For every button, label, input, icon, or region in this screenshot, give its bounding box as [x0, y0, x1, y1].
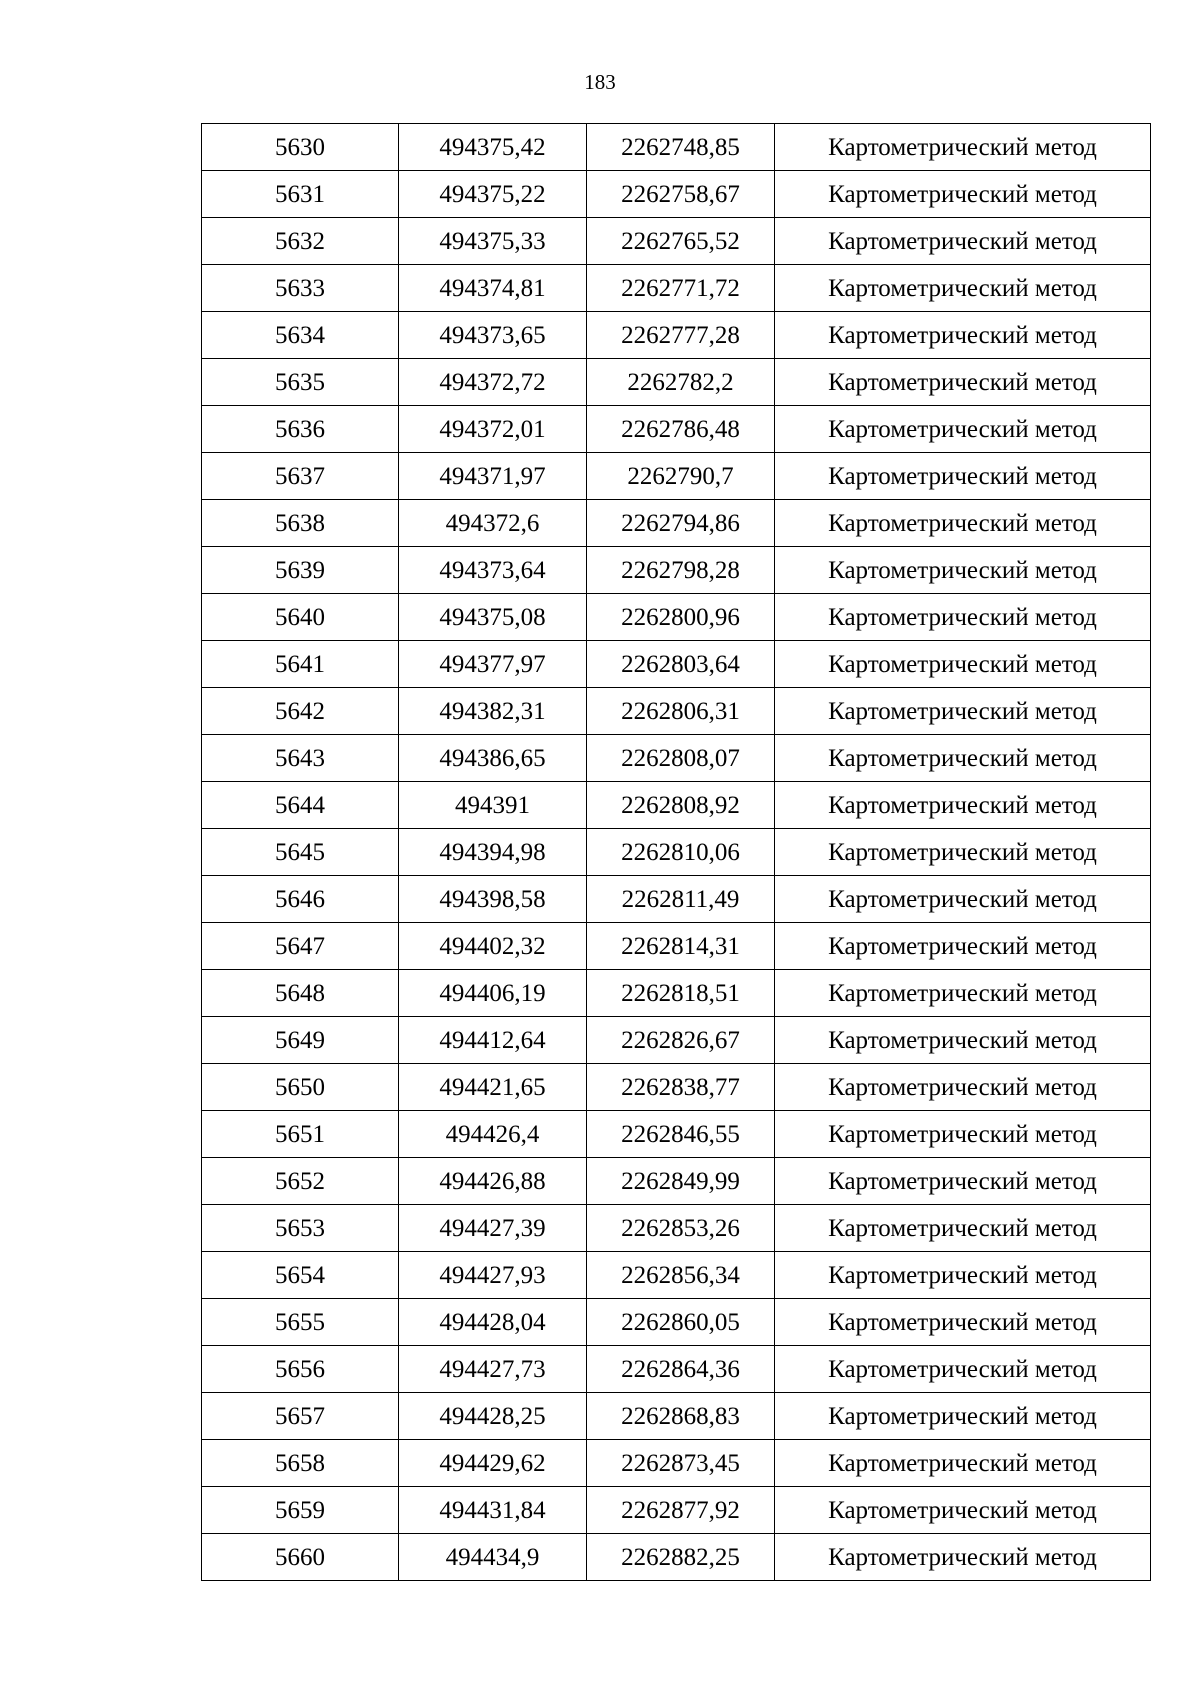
x-coordinate-cell: 494371,97: [399, 453, 587, 500]
x-coordinate-cell: 494426,4: [399, 1111, 587, 1158]
point-number-cell: 5649: [202, 1017, 399, 1064]
x-coordinate-cell: 494402,32: [399, 923, 587, 970]
table-row: [202, 1487, 1151, 1534]
point-number-cell: 5645: [202, 829, 399, 876]
y-coordinate-cell: 2262794,86: [587, 500, 775, 547]
y-coordinate-cell: 2262860,05: [587, 1299, 775, 1346]
method-cell: Картометрический метод: [775, 1299, 1151, 1346]
x-coordinate-cell: 494373,64: [399, 547, 587, 594]
x-coordinate-cell: 494391: [399, 782, 587, 829]
x-coordinate-cell: 494375,33: [399, 218, 587, 265]
table-row: [202, 970, 1151, 1017]
method-cell: Картометрический метод: [775, 1393, 1151, 1440]
table-row: [202, 735, 1151, 782]
method-cell: Картометрический метод: [775, 923, 1151, 970]
x-coordinate-cell: 494427,39: [399, 1205, 587, 1252]
point-number-cell: 5640: [202, 594, 399, 641]
point-number-cell: 5650: [202, 1064, 399, 1111]
table-row: [202, 500, 1151, 547]
table-row: [202, 1158, 1151, 1205]
point-number-cell: 5643: [202, 735, 399, 782]
method-cell: Картометрический метод: [775, 688, 1151, 735]
y-coordinate-cell: 2262811,49: [587, 876, 775, 923]
x-coordinate-cell: 494374,81: [399, 265, 587, 312]
method-cell: Картометрический метод: [775, 265, 1151, 312]
method-cell: Картометрический метод: [775, 1252, 1151, 1299]
y-coordinate-cell: 2262810,06: [587, 829, 775, 876]
point-number-cell: 5648: [202, 970, 399, 1017]
x-coordinate-cell: 494375,08: [399, 594, 587, 641]
y-coordinate-cell: 2262853,26: [587, 1205, 775, 1252]
x-coordinate-cell: 494398,58: [399, 876, 587, 923]
x-coordinate-cell: 494372,01: [399, 406, 587, 453]
y-coordinate-cell: 2262873,45: [587, 1440, 775, 1487]
page-number: 183: [584, 70, 616, 94]
table-row: [202, 1111, 1151, 1158]
y-coordinate-cell: 2262758,67: [587, 171, 775, 218]
method-cell: Картометрический метод: [775, 500, 1151, 547]
point-number-cell: 5647: [202, 923, 399, 970]
y-coordinate-cell: 2262782,2: [587, 359, 775, 406]
table-body: [202, 124, 1151, 1581]
y-coordinate-cell: 2262877,92: [587, 1487, 775, 1534]
method-cell: Картометрический метод: [775, 124, 1151, 171]
y-coordinate-cell: 2262808,07: [587, 735, 775, 782]
y-coordinate-cell: 2262856,34: [587, 1252, 775, 1299]
method-cell: Картометрический метод: [775, 1487, 1151, 1534]
point-number-cell: 5637: [202, 453, 399, 500]
point-number-cell: 5639: [202, 547, 399, 594]
x-coordinate-cell: 494428,04: [399, 1299, 587, 1346]
x-coordinate-cell: 494372,6: [399, 500, 587, 547]
x-coordinate-cell: 494372,72: [399, 359, 587, 406]
x-coordinate-cell: 494375,22: [399, 171, 587, 218]
table-row: [202, 406, 1151, 453]
method-cell: Картометрический метод: [775, 594, 1151, 641]
y-coordinate-cell: 2262771,72: [587, 265, 775, 312]
method-cell: Картометрический метод: [775, 1111, 1151, 1158]
point-number-cell: 5659: [202, 1487, 399, 1534]
table-row: [202, 1064, 1151, 1111]
coordinates-table: [201, 123, 1151, 1581]
point-number-cell: 5641: [202, 641, 399, 688]
point-number-cell: 5642: [202, 688, 399, 735]
y-coordinate-cell: 2262882,25: [587, 1534, 775, 1581]
table-row: [202, 265, 1151, 312]
y-coordinate-cell: 2262777,28: [587, 312, 775, 359]
method-cell: Картометрический метод: [775, 1205, 1151, 1252]
table-row: [202, 1346, 1151, 1393]
y-coordinate-cell: 2262826,67: [587, 1017, 775, 1064]
method-cell: Картометрический метод: [775, 218, 1151, 265]
point-number-cell: 5638: [202, 500, 399, 547]
method-cell: Картометрический метод: [775, 782, 1151, 829]
x-coordinate-cell: 494427,73: [399, 1346, 587, 1393]
method-cell: Картометрический метод: [775, 453, 1151, 500]
point-number-cell: 5651: [202, 1111, 399, 1158]
table-row: [202, 1299, 1151, 1346]
method-cell: Картометрический метод: [775, 641, 1151, 688]
point-number-cell: 5655: [202, 1299, 399, 1346]
point-number-cell: 5646: [202, 876, 399, 923]
point-number-cell: 5632: [202, 218, 399, 265]
y-coordinate-cell: 2262748,85: [587, 124, 775, 171]
x-coordinate-cell: 494382,31: [399, 688, 587, 735]
point-number-cell: 5658: [202, 1440, 399, 1487]
method-cell: Картометрический метод: [775, 312, 1151, 359]
table-row: [202, 923, 1151, 970]
table-row: [202, 594, 1151, 641]
table-row: [202, 782, 1151, 829]
method-cell: Картометрический метод: [775, 171, 1151, 218]
method-cell: Картометрический метод: [775, 970, 1151, 1017]
method-cell: Картометрический метод: [775, 1158, 1151, 1205]
table-row: [202, 312, 1151, 359]
table-row: [202, 359, 1151, 406]
x-coordinate-cell: 494386,65: [399, 735, 587, 782]
y-coordinate-cell: 2262868,83: [587, 1393, 775, 1440]
table-row: [202, 1017, 1151, 1064]
point-number-cell: 5635: [202, 359, 399, 406]
method-cell: Картометрический метод: [775, 359, 1151, 406]
x-coordinate-cell: 494427,93: [399, 1252, 587, 1299]
point-number-cell: 5631: [202, 171, 399, 218]
point-number-cell: 5656: [202, 1346, 399, 1393]
method-cell: Картометрический метод: [775, 1064, 1151, 1111]
point-number-cell: 5644: [202, 782, 399, 829]
table-row: [202, 1205, 1151, 1252]
method-cell: Картометрический метод: [775, 829, 1151, 876]
point-number-cell: 5654: [202, 1252, 399, 1299]
x-coordinate-cell: 494428,25: [399, 1393, 587, 1440]
x-coordinate-cell: 494406,19: [399, 970, 587, 1017]
x-coordinate-cell: 494412,64: [399, 1017, 587, 1064]
x-coordinate-cell: 494375,42: [399, 124, 587, 171]
y-coordinate-cell: 2262818,51: [587, 970, 775, 1017]
point-number-cell: 5630: [202, 124, 399, 171]
table-row: [202, 829, 1151, 876]
point-number-cell: 5657: [202, 1393, 399, 1440]
table-row: [202, 1440, 1151, 1487]
y-coordinate-cell: 2262814,31: [587, 923, 775, 970]
table-row: [202, 218, 1151, 265]
method-cell: Картометрический метод: [775, 406, 1151, 453]
y-coordinate-cell: 2262806,31: [587, 688, 775, 735]
method-cell: Картометрический метод: [775, 1346, 1151, 1393]
table-row: [202, 1252, 1151, 1299]
y-coordinate-cell: 2262798,28: [587, 547, 775, 594]
point-number-cell: 5660: [202, 1534, 399, 1581]
y-coordinate-cell: 2262765,52: [587, 218, 775, 265]
point-number-cell: 5633: [202, 265, 399, 312]
table-row: [202, 876, 1151, 923]
point-number-cell: 5653: [202, 1205, 399, 1252]
table-row: [202, 453, 1151, 500]
point-number-cell: 5652: [202, 1158, 399, 1205]
table-row: [202, 641, 1151, 688]
y-coordinate-cell: 2262864,36: [587, 1346, 775, 1393]
method-cell: Картометрический метод: [775, 1017, 1151, 1064]
x-coordinate-cell: 494373,65: [399, 312, 587, 359]
y-coordinate-cell: 2262803,64: [587, 641, 775, 688]
method-cell: Картометрический метод: [775, 1534, 1151, 1581]
method-cell: Картометрический метод: [775, 547, 1151, 594]
y-coordinate-cell: 2262849,99: [587, 1158, 775, 1205]
y-coordinate-cell: 2262800,96: [587, 594, 775, 641]
x-coordinate-cell: 494377,97: [399, 641, 587, 688]
table-row: [202, 547, 1151, 594]
y-coordinate-cell: 2262846,55: [587, 1111, 775, 1158]
y-coordinate-cell: 2262790,7: [587, 453, 775, 500]
y-coordinate-cell: 2262786,48: [587, 406, 775, 453]
x-coordinate-cell: 494394,98: [399, 829, 587, 876]
table-row: [202, 124, 1151, 171]
x-coordinate-cell: 494431,84: [399, 1487, 587, 1534]
method-cell: Картометрический метод: [775, 876, 1151, 923]
point-number-cell: 5634: [202, 312, 399, 359]
method-cell: Картометрический метод: [775, 735, 1151, 782]
x-coordinate-cell: 494434,9: [399, 1534, 587, 1581]
point-number-cell: 5636: [202, 406, 399, 453]
x-coordinate-cell: 494426,88: [399, 1158, 587, 1205]
table-row: [202, 171, 1151, 218]
table-row: [202, 688, 1151, 735]
table-row: [202, 1393, 1151, 1440]
y-coordinate-cell: 2262838,77: [587, 1064, 775, 1111]
x-coordinate-cell: 494421,65: [399, 1064, 587, 1111]
y-coordinate-cell: 2262808,92: [587, 782, 775, 829]
method-cell: Картометрический метод: [775, 1440, 1151, 1487]
x-coordinate-cell: 494429,62: [399, 1440, 587, 1487]
table-row: [202, 1534, 1151, 1581]
